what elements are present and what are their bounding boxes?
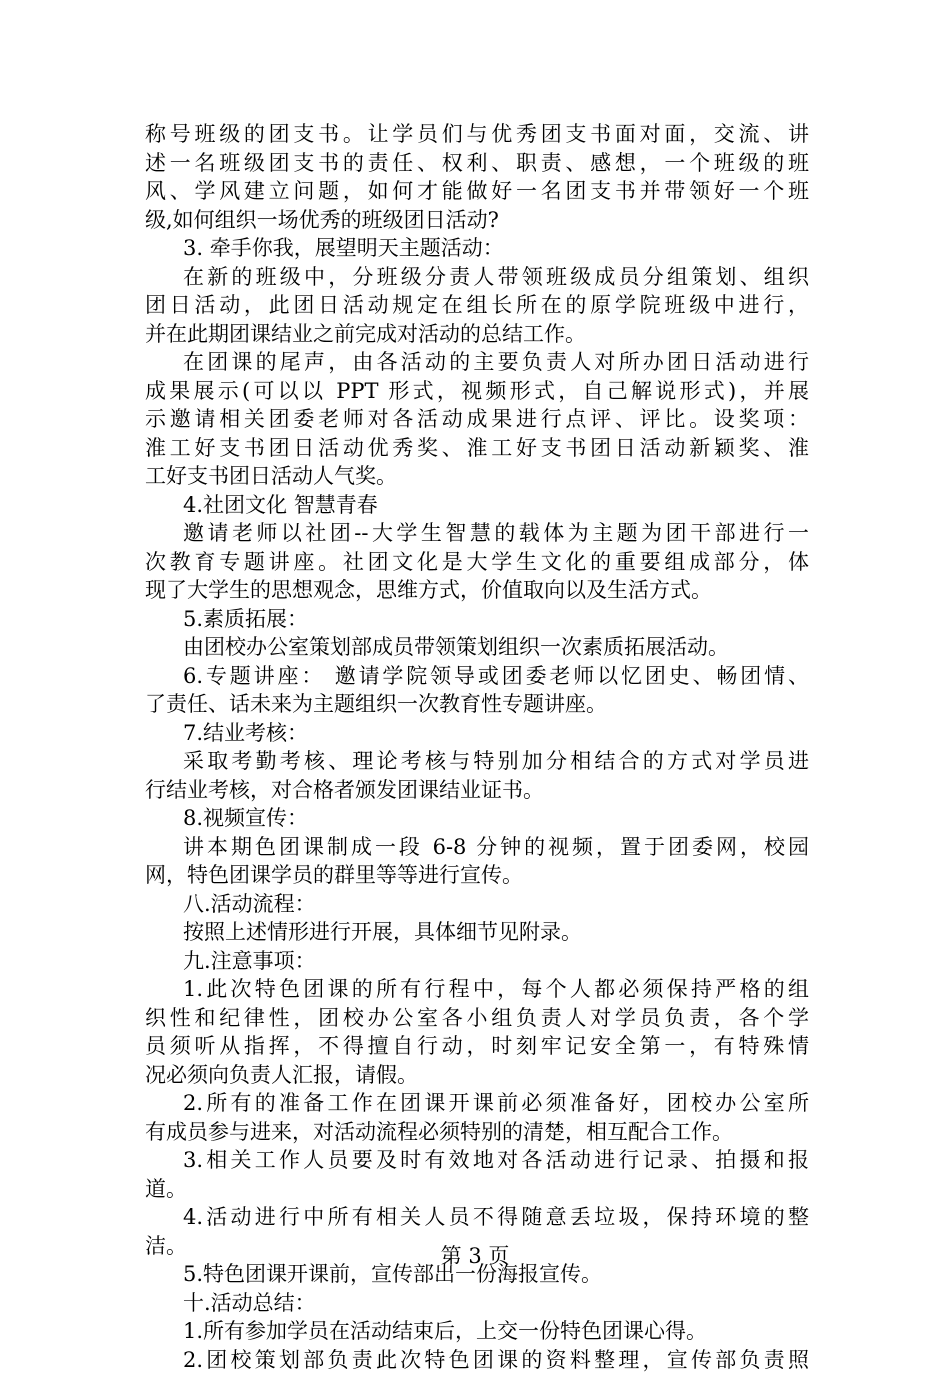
text-line: 8.视频宣传： <box>145 804 809 833</box>
text-line: 4.社团文化 智慧青春 <box>145 491 809 520</box>
text-line: 员须听从指挥，不得擅自行动，时刻牢记安全第一，有特殊情 <box>145 1032 809 1061</box>
text-line: 次教育专题讲座。社团文化是大学生文化的重要组成部分，体 <box>145 548 809 577</box>
page-number: 第 3 页 <box>0 1240 950 1270</box>
text-line: 道。 <box>145 1175 809 1204</box>
text-line: 在新的班级中，分班级分责人带领班级成员分组策划、组织 <box>145 263 809 292</box>
text-line: 2.所有的准备工作在团课开课前必须准备好，团校办公室所 <box>145 1089 809 1118</box>
text-line: 7.结业考核： <box>145 719 809 748</box>
text-line: 1.此次特色团课的所有行程中，每个人都必须保持严格的组 <box>145 975 809 1004</box>
text-line: 4.活动进行中所有相关人员不得随意丢垃圾，保持环境的整 <box>145 1203 809 1232</box>
text-line: 况必须向负责人汇报，请假。 <box>145 1061 809 1090</box>
text-line: 按照上述情形进行开展，具体细节见附录。 <box>145 918 809 947</box>
text-line: 由团校办公室策划部成员带领策划组织一次素质拓展活动。 <box>145 633 809 662</box>
document-body <box>145 120 809 1374</box>
text-line: 2.团校策划部负责此次特色团课的资料整理，宣传部负责照 <box>145 1346 809 1374</box>
text-line: 3.相关工作人员要及时有效地对各活动进行记录、拍摄和报 <box>145 1146 809 1175</box>
text-line: 称号班级的团支书。让学员们与优秀团支书面对面，交流、讲 <box>145 120 809 149</box>
text-line: 在团课的尾声，由各活动的主要负责人对所办团日活动进行 <box>145 348 809 377</box>
text-line: 洁。 <box>145 1232 809 1261</box>
text-line: 述一名班级团支书的责任、权利、职责、感想，一个班级的班 <box>145 149 809 178</box>
text-line: 级,如何组织一场优秀的班级团日活动? <box>145 206 809 235</box>
text-line: 5.特色团课开课前，宣传部出一份海报宣传。 <box>145 1260 809 1289</box>
text-line: 风、学风建立问题，如何才能做好一名团支书并带领好一个班 <box>145 177 809 206</box>
text-line: 了责任、话未来为主题组织一次教育性专题讲座。 <box>145 690 809 719</box>
text-line: 1.所有参加学员在活动结束后，上交一份特色团课心得。 <box>145 1317 809 1346</box>
text-line: 6.专题讲座： 邀请学院领导或团委老师以忆团史、畅团情、 <box>145 662 809 691</box>
text-line: 淮工好支书团日活动优秀奖、淮工好支书团日活动新颖奖、淮 <box>145 434 809 463</box>
text-line: 并在此期团课结业之前完成对活动的总结工作。 <box>145 320 809 349</box>
text-line: 十.活动总结： <box>145 1289 809 1318</box>
text-line: 采取考勤考核、理论考核与特别加分相结合的方式对学员进 <box>145 747 809 776</box>
text-line: 成果展示(可以以 PPT 形式，视频形式，自己解说形式)，并展 <box>145 377 809 406</box>
text-line: 团日活动，此团日活动规定在组长所在的原学院班级中进行， <box>145 291 809 320</box>
text-line: 示邀请相关团委老师对各活动成果进行点评、评比。设奖项： <box>145 405 809 434</box>
text-line: 5.素质拓展： <box>145 605 809 634</box>
text-line: 工好支书团日活动人气奖。 <box>145 462 809 491</box>
text-line: 行结业考核，对合格者颁发团课结业证书。 <box>145 776 809 805</box>
text-line: 3. 牵手你我，展望明天主题活动： <box>145 234 809 263</box>
text-line: 网，特色团课学员的群里等等进行宣传。 <box>145 861 809 890</box>
text-line: 讲本期色团课制成一段 6-8 分钟的视频，置于团委网，校园 <box>145 833 809 862</box>
text-line: 织性和纪律性，团校办公室各小组负责人对学员负责，各个学 <box>145 1004 809 1033</box>
text-line: 现了大学生的思想观念，思维方式，价值取向以及生活方式。 <box>145 576 809 605</box>
text-line: 有成员参与进来，对活动流程必须特别的清楚，相互配合工作。 <box>145 1118 809 1147</box>
text-line: 邀请老师以社团--大学生智慧的载体为主题为团干部进行一 <box>145 519 809 548</box>
text-line: 八.活动流程： <box>145 890 809 919</box>
text-line: 九.注意事项： <box>145 947 809 976</box>
